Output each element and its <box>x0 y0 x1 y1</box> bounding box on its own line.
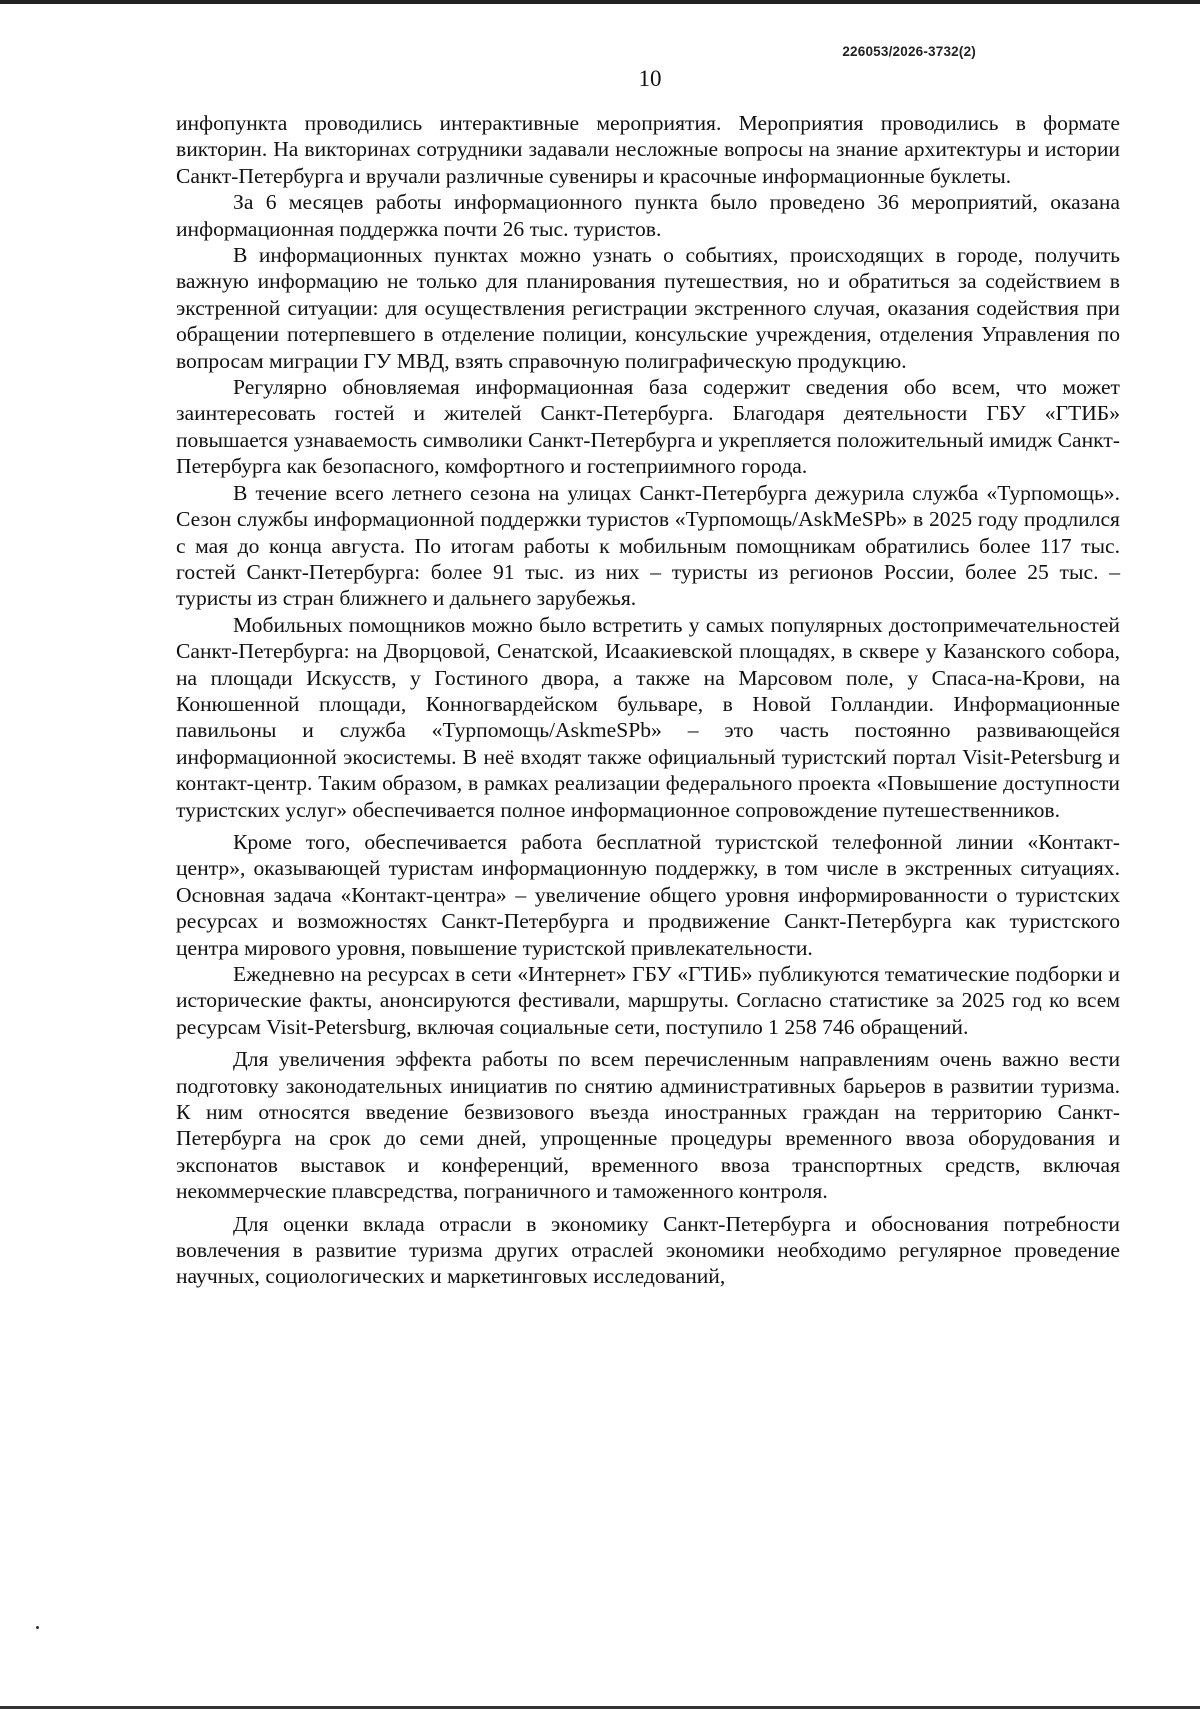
paragraph-3: В информационных пунктах можно узнать о событиях, происходящих в городе, получить важную информацию не только для планирования путешествия, но и обратиться за содействием в экстренной ситуации: для осуществления регистрации экстренного случая, оказания содействия при обращении потерпевшего в отделение полиции, консульские учреждения, отделения Управления по вопросам миграции ГУ МВД, взять справочную полиграфическую продукцию. <box>176 243 1120 373</box>
document-body <box>176 110 1120 1290</box>
document-registration-number: 226053/2026-3732(2) <box>842 44 976 59</box>
paragraph-1: инфопункта проводились интерактивные мероприятия. Мероприятия проводились в формате викторин. На викторинах сотрудники задавали несложные вопросы на знание архитектуры и истории Санкт-Петербурга и вручали различные сувениры и красочные информационные буклеты. <box>176 111 1120 188</box>
paragraph-8: Ежедневно на ресурсах в сети «Интернет» ГБУ «ГТИБ» публикуются тематические подборки и исторические факты, анонсируются фестивали, маршруты. Согласно статистике за 2025 год ко всем ресурсам Visit-Petersburg, включая социальные сети, поступило 1 258 746 обращений. <box>176 962 1120 1039</box>
paragraph-9: Для увеличения эффекта работы по всем перечисленным направлениям очень важно вести подготовку законодательных инициатив по снятию административных барьеров в развитии туризма. К ним относятся введение безвизового въезда иностранных граждан на территорию Санкт-Петербурга на срок до семи дней, упрощенные процедуры временного ввоза оборудования и экспонатов выставок и конференций, временного ввоза транспортных средств, включая некоммерческие плавсредства, пограничного и таможенного контроля. <box>176 1047 1120 1204</box>
paragraph-7: Кроме того, обеспечивается работа бесплатной туристской телефонной линии «Контакт-центр», оказывающей туристам информационную поддержку, в том числе в экстренных ситуациях. Основная задача «Контакт-центра» – увеличение общего уровня информированности о туристских ресурсах и возможностях Санкт-Петербурга и продвижение Санкт-Петербурга как туристского центра мирового уровня, повышение туристской привлекательности. <box>176 829 1120 960</box>
paragraph-10: Для оценки вклада отрасли в экономику Санкт-Петербурга и обоснования потребности вовлечения в развитие туризма других отраслей экономики необходимо регулярное проведение научных, социологических и маркетинговых исследований, <box>176 1211 1120 1289</box>
paragraph-2: За 6 месяцев работы информационного пункта было проведено 36 мероприятий, оказана информационная поддержка почти 26 тыс. туристов. <box>176 190 1120 241</box>
paragraph-6: Мобильных помощников можно было встретить у самых популярных достопримечательностей Санкт-Петербурга: на Дворцовой, Сенатской, Исаакиевской площадях, в сквере у Казанского собора, на площади Искусств, у Гостиного двора, а также на Марсовом поле, у Спаса-на-Крови, на Конюшенной площади, Конногвардейском бульваре, в Новой Голландии. Информационные павильоны и служба «Турпомощь/AskmeSPb» – это часть постоянно развивающейся информационной экосистемы. В неё входят также официальный туристский портал Visit-Petersburg и контакт-центр. Таким образом, в рамках реализации федерального проекта «Повышение доступности туристских услуг» обеспечивается полное информационное сопровождение путешественников. <box>176 612 1120 822</box>
scan-top-border <box>0 0 1200 4</box>
page-number: 10 <box>638 66 662 91</box>
scan-speck <box>36 1626 39 1629</box>
paragraph-4: Регулярно обновляемая информационная база содержит сведения обо всем, что может заинтересовать гостей и жителей Санкт-Петербурга. Благодаря деятельности ГБУ «ГТИБ» повышается узнаваемость символики Санкт-Петербурга и укрепляется положительный имидж Санкт-Петербурга как безопасного, комфортного и гостеприимного города. <box>176 375 1120 479</box>
paragraph-5: В течение всего летнего сезона на улицах Санкт-Петербурга дежурила служба «Турпомощь». Сезон службы информационной поддержки туристов «Турпомощь/AskMeSPb» в 2025 году продлился с мая до конца августа. По итогам работы к мобильным помощникам обратились более 117 тыс. гостей Санкт-Петербурга: более 91 тыс. из них – туристы из регионов России, более 25 тыс. – туристы из стран ближнего и дальнего зарубежья. <box>176 480 1120 611</box>
